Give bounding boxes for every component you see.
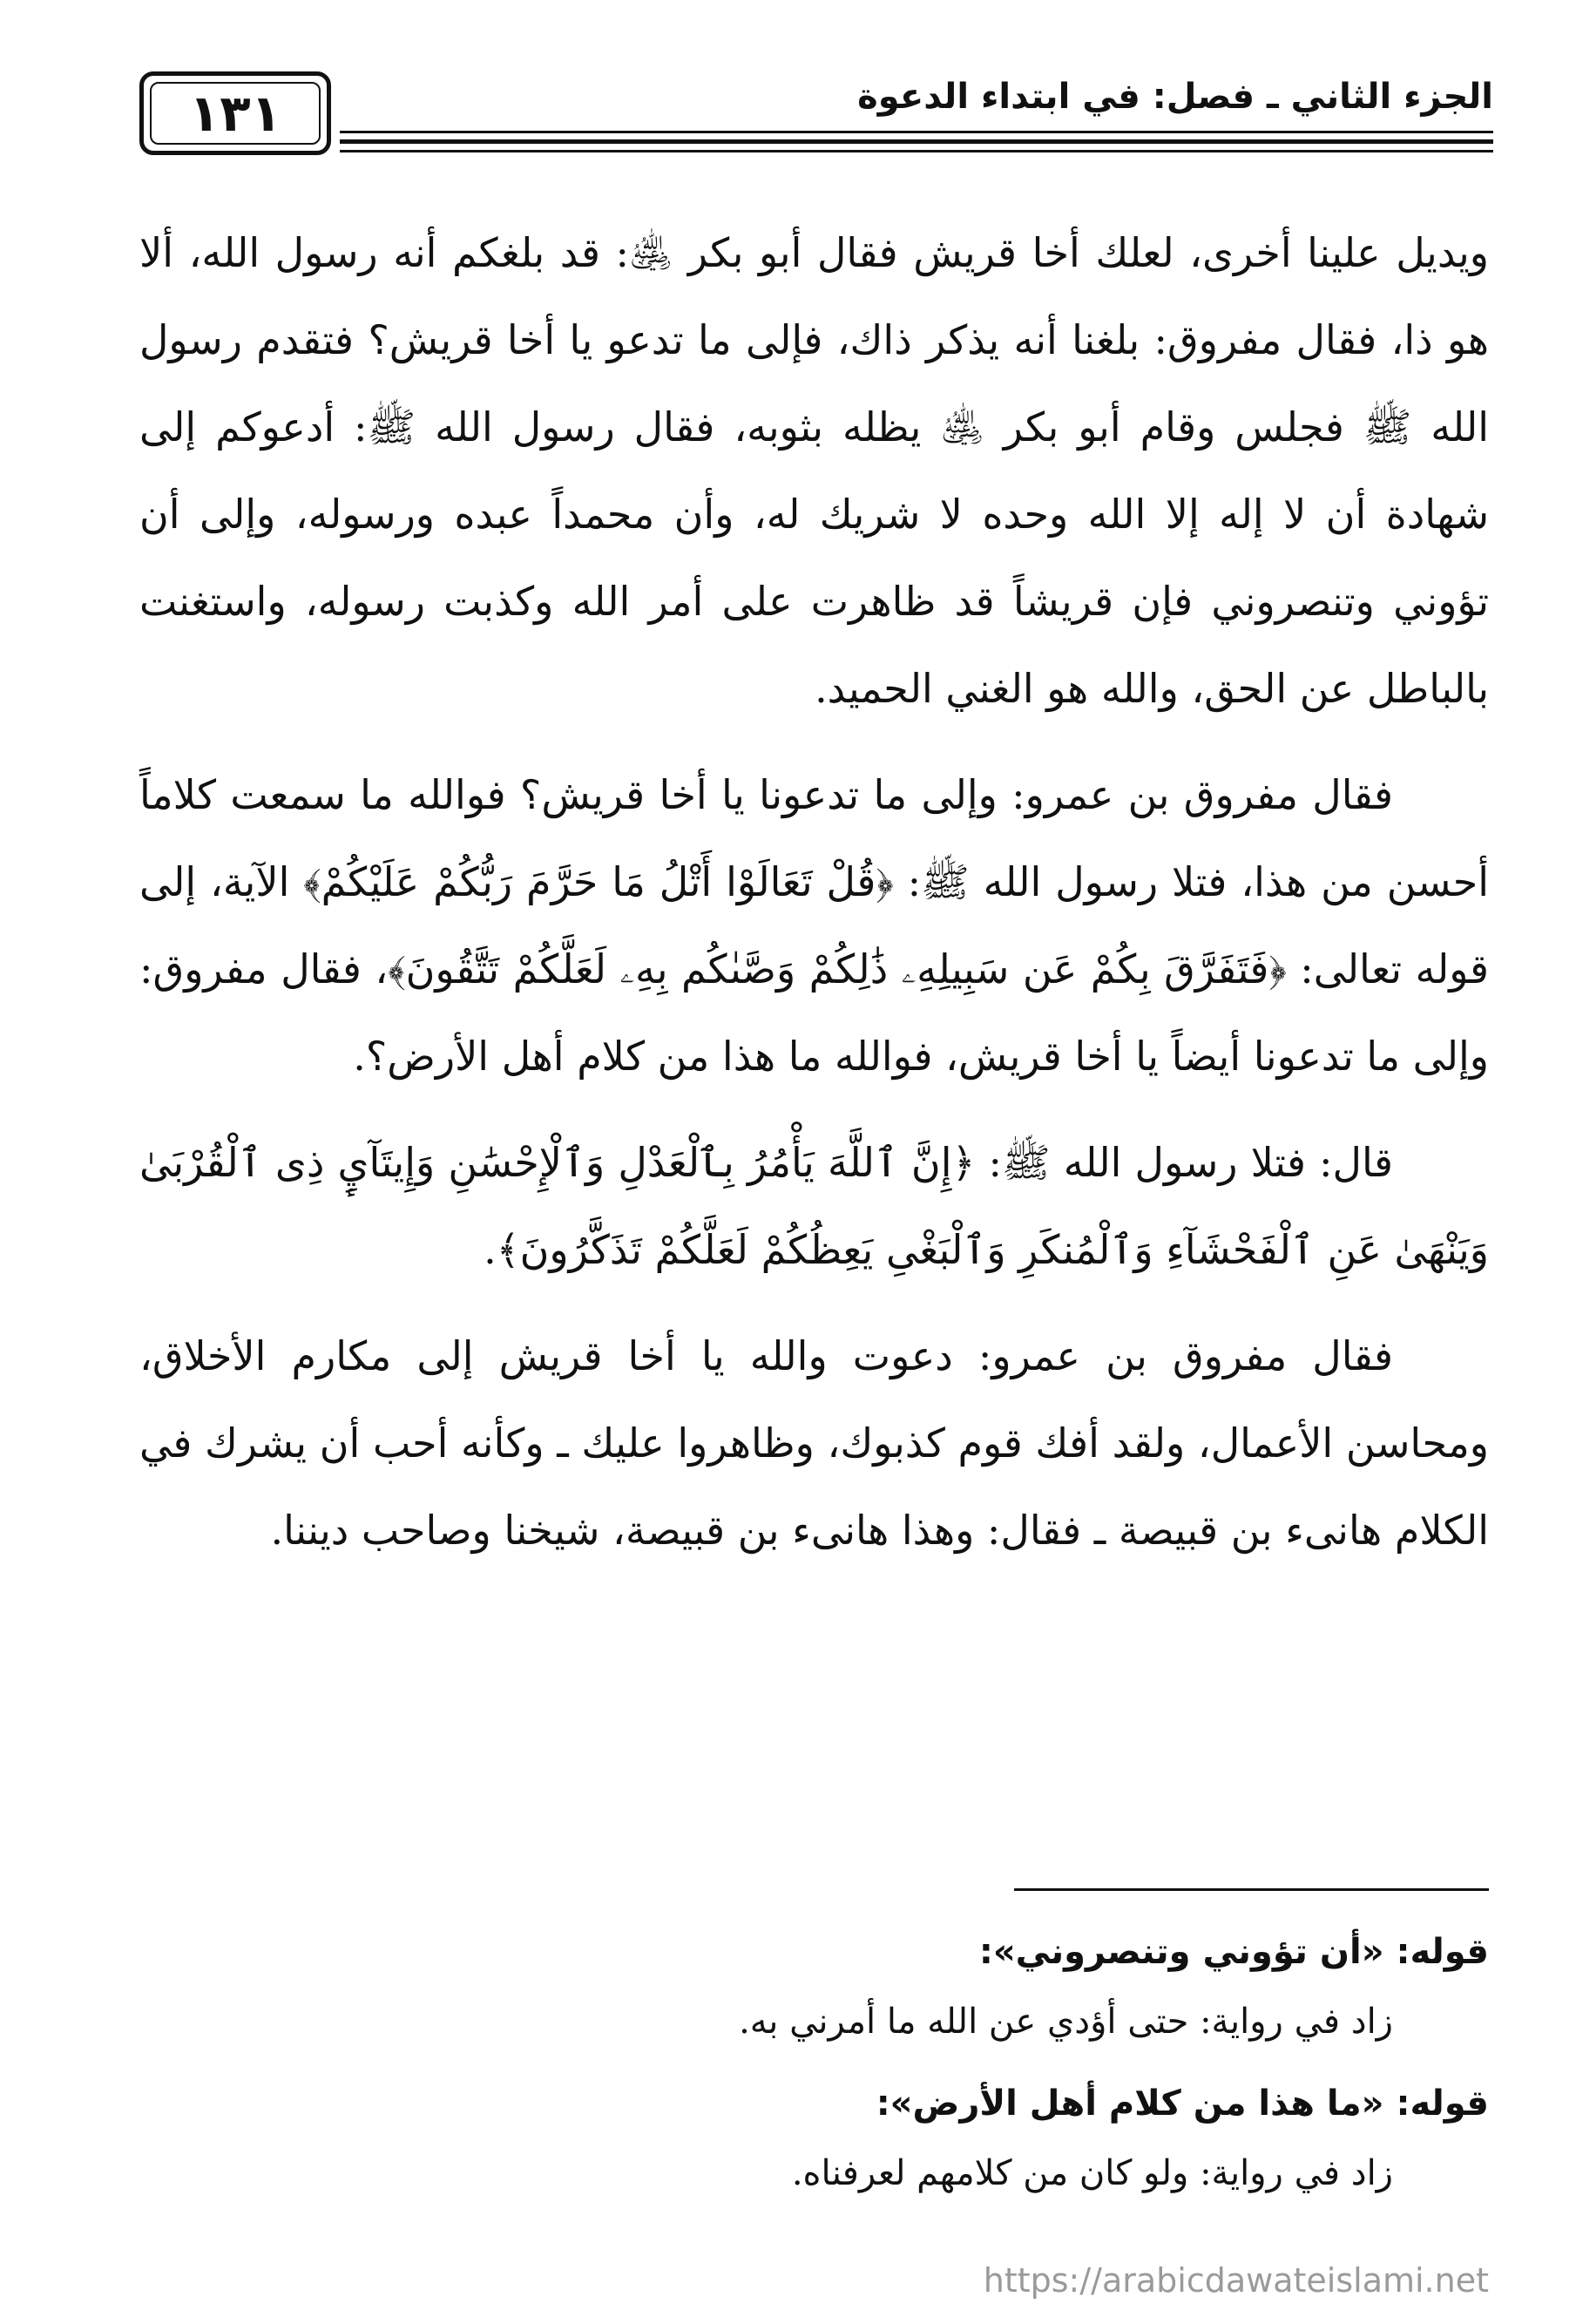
main-text: [139, 209, 1489, 1593]
paragraph-4: فقال مفروق بن عمرو: دعوت والله يا أخا قريش إلى مكارم الأخلاق، ومحاسن الأعمال، ولقد أفك قوم كذبوك، وظاهروا عليك ـ وكأنه أحب أن يشرك في الكلام هانىء بن قبيصة ـ فقال: وهذا هانىء بن قبيصة، شيخنا وصاحب ديننا.: [139, 1332, 1489, 1554]
header-rule-bottom: [340, 150, 1493, 152]
footnote-1-text: زاد في رواية: حتى أؤدي عن الله ما أمرني به.: [739, 2002, 1393, 2042]
footnote-2-text: زاد في رواية: ولو كان من كلامهم لعرفناه.: [791, 2153, 1393, 2193]
page-number: ١٣١: [188, 84, 282, 143]
page-number-frame: [139, 71, 331, 155]
header-rule-top: [340, 131, 1493, 133]
footnote-separator: [1014, 1888, 1489, 1891]
footnote-2-heading: قوله: «ما هذا من كلام أهل الأرض»:: [876, 2083, 1489, 2124]
watermark-url: https://arabicdawateislami.net: [983, 2261, 1489, 2300]
paragraph-3: قال: فتلا رسول الله ﷺ: ﴿إِنَّ ٱللَّهَ يَأْمُرُ بِٱلْعَدْلِ وَٱلْإِحْسَٰنِ وَإِيتَآيِٕ ذِى ٱلْقُرْبَىٰ وَيَنْهَىٰ عَنِ ٱلْفَحْشَآءِ وَٱلْمُنكَرِ وَٱلْبَغْىِ يَعِظُكُمْ لَعَلَّكُمْ تَذَكَّرُونَ﴾.: [139, 1139, 1489, 1273]
footnotes: [139, 1917, 1489, 2220]
paragraph-2: فقال مفروق بن عمرو: وإلى ما تدعونا يا أخا قريش؟ فوالله ما سمعت كلاماً أحسن من هذا، فتلا رسول الله ﷺ: ﴿قُلْ تَعَالَوْا أَتْلُ مَا حَرَّمَ رَبُّكُمْ عَلَيْكُمْ﴾ الآية، إلى قوله تعالى: ﴿فَتَفَرَّقَ بِكُمْ عَن سَبِيلِهِۦ ذَٰلِكُمْ وَصَّىٰكُم بِهِۦ لَعَلَّكُمْ تَتَّقُونَ﴾، فقال مفروق: وإلى ما تدعونا أيضاً يا أخا قريش، فوالله ما هذا من كلام أهل الأرض؟.: [139, 771, 1489, 1080]
running-title: الجزء الثاني ـ فصل: في ابتداء الدعوة: [857, 77, 1493, 117]
footnote-1-heading: قوله: «أن تؤوني وتنصروني»:: [978, 1932, 1489, 1972]
page-header: [139, 61, 1493, 166]
paragraph-1: ويديل علينا أخرى، لعلك أخا قريش فقال أبو بكر ﵁: قد بلغكم أنه رسول الله، ألا هو ذا، فقال مفروق: بلغنا أنه يذكر ذاك، فإلى ما تدعو يا أخا قريش؟ فتقدم رسول الله ﷺ فجلس وقام أبو بكر ﵁ يظله بثوبه، فقال رسول الله ﷺ: أدعوكم إلى شهادة أن لا إله إلا الله وحده لا شريك له، وأن محمداً عبده ورسوله، وإلى أن تؤوني وتنصروني فإن قريشاً قد ظاهرت على أمر الله وكذبت رسوله، واستغنت بالباطل عن الحق، والله هو الغني الحميد.: [139, 229, 1489, 712]
header-rule-middle: [340, 139, 1493, 144]
